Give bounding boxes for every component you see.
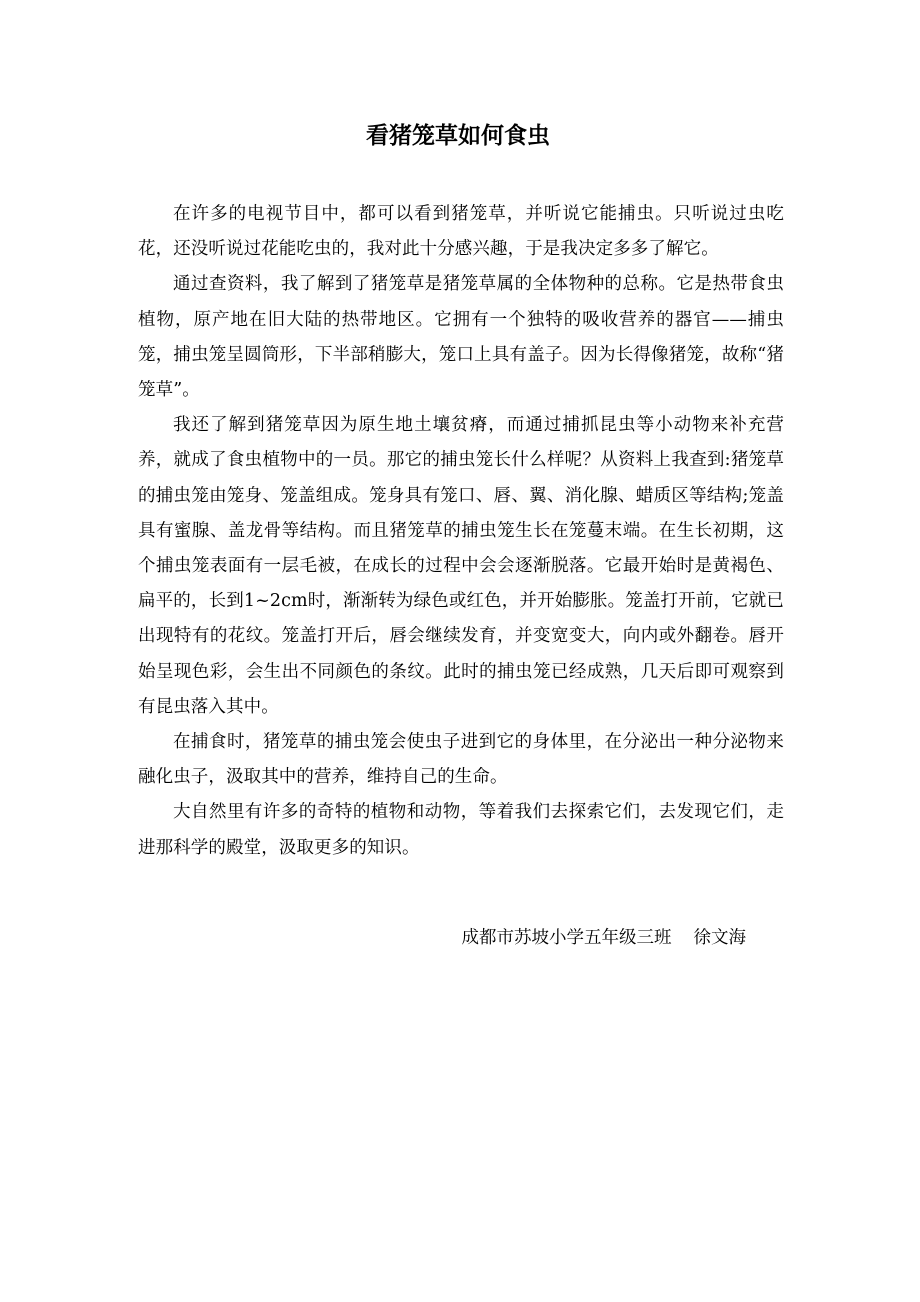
paragraph-3: 我还了解到猪笼草因为原生地土壤贫瘠，而通过捕抓昆虫等小动物来补充营养，就成了食虫植物中的一员。那它的捕虫笼长什么样呢？从资料上我查到:猪笼草的捕虫笼由笼身、笼盖组成。笼身具有笼口、唇、翼、消化腺、蜡质区等结构;笼盖具有蜜腺、盖龙骨等结构。而且猪笼草的捕虫笼生长在笼蔓末端。在生长初期，这个捕虫笼表面有一层毛被，在成长的过程中会会逐渐脱落。它最开始时是黄褐色、扁平的，长到1~2cm时，渐渐转为绿色或红色，并开始膨胀。笼盖打开前，它就已出现特有的花纹。笼盖打开后，唇会继续发育，并变宽变大，向内或外翻卷。唇开始呈现色彩，会生出不同颜色的条纹。此时的捕虫笼已经成熟，几天后即可观察到有昆虫落入其中。: [138, 415, 784, 717]
signature-line: [462, 922, 747, 954]
paragraph-4: 在捕食时，猪笼草的捕虫笼会使虫子进到它的身体里，在分泌出一种分泌物来融化虫子，汲取其中的营养，维持自己的生命。: [138, 732, 784, 788]
paragraph-5: 大自然里有许多的奇特的植物和动物，等着我们去探索它们，去发现它们，走进那科学的殿堂，汲取更多的知识。: [138, 802, 784, 858]
signature-school: 成都市苏坡小学五年级三班: [461, 928, 672, 948]
paragraph-1: 在许多的电视节目中，都可以看到猪笼草，并听说它能捕虫。只听说过虫吃花，还没听说过花能吃虫的，我对此十分感兴趣，于是我决定多多了解它。: [138, 204, 784, 260]
document-title: 看猪笼草如何食虫: [366, 123, 550, 149]
paragraph-2: 通过查资料，我了解到了猪笼草是猪笼草属的全体物种的总称。它是热带食虫植物，原产地在旧大陆的热带地区。它拥有一个独特的吸收营养的器官——捕虫笼，捕虫笼呈圆筒形，下半部稍膨大，笼口上具有盖子。因为长得像猪笼，故称“猪笼草”。: [138, 274, 784, 401]
article-body: [138, 197, 784, 866]
signature-author: 徐文海: [693, 928, 746, 948]
